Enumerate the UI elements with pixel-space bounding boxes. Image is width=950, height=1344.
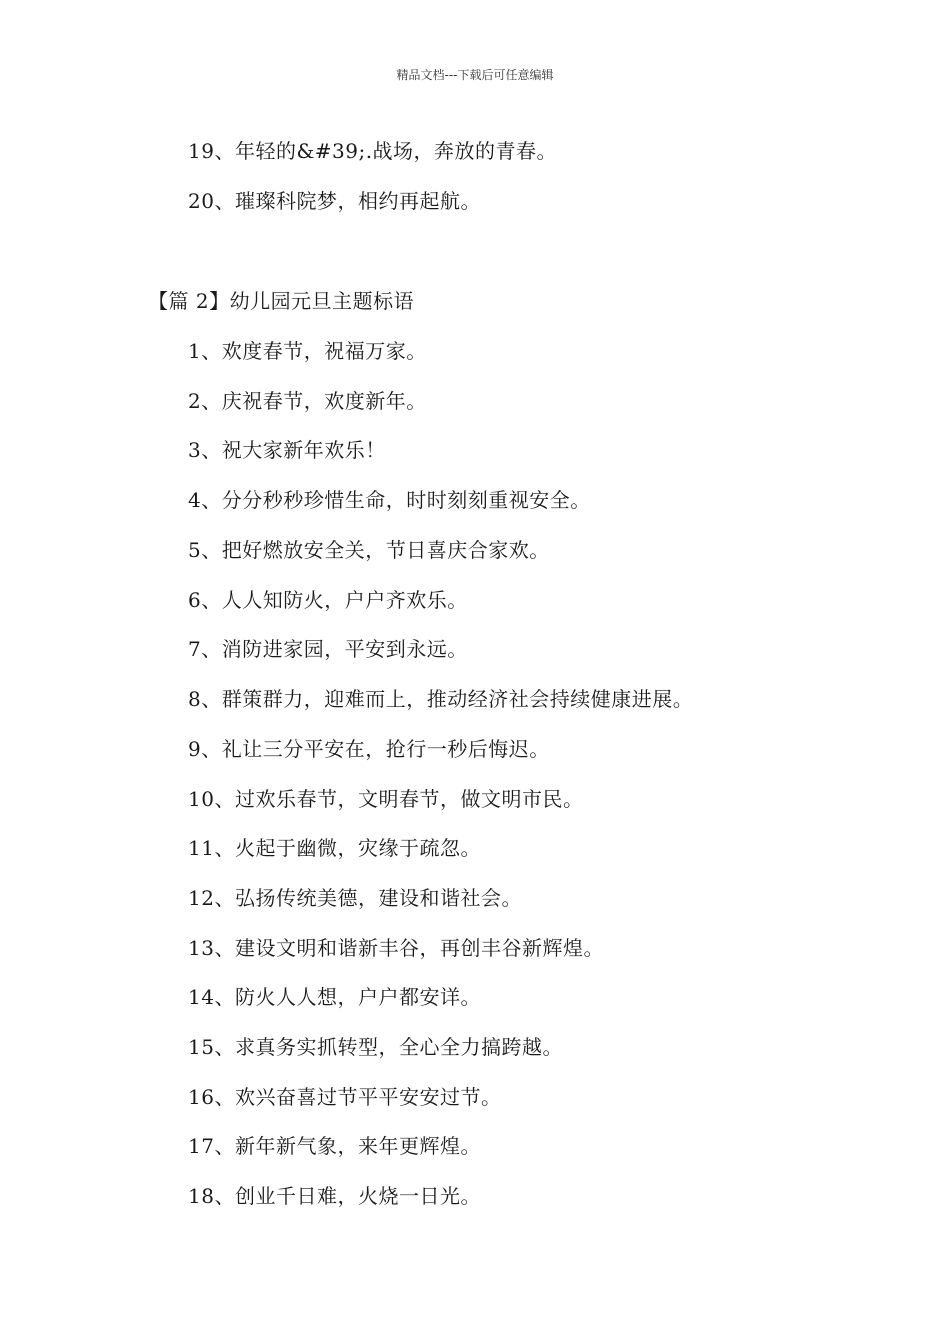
list-item: 19、年轻的&#39;.战场，奔放的青春。 [188,139,558,163]
list-item: 16、欢兴奋喜过节平平安安过节。 [188,1085,502,1109]
list-item: 1、欢度春节，祝福万家。 [188,339,427,363]
list-item: 6、人人知防火，户户齐欢乐。 [188,588,468,612]
list-item: 15、求真务实抓转型，全心全力搞跨越。 [188,1035,563,1059]
list-item: 4、分分秒秒珍惜生命，时时刻刻重视安全。 [188,488,591,512]
section-title: 【篇 2】幼儿园元旦主题标语 [148,289,415,313]
list-item: 14、防火人人想，户户都安详。 [188,985,481,1009]
list-item: 11、火起于幽微，灾缘于疏忽。 [188,836,481,860]
list-item: 10、过欢乐春节，文明春节，做文明市民。 [188,787,584,811]
list-item: 3、祝大家新年欢乐！ [188,438,386,462]
list-item: 20、璀璨科院梦，相约再起航。 [188,189,481,213]
list-item: 5、把好燃放安全关，节日喜庆合家欢。 [188,538,550,562]
page-header: 精品文档---下载后可任意编辑 [396,68,554,82]
list-item: 7、消防进家园，平安到永远。 [188,637,468,661]
list-item: 17、新年新气象，来年更辉煌。 [188,1134,481,1158]
list-item: 18、创业千日难，火烧一日光。 [188,1184,481,1208]
list-item: 2、庆祝春节，欢度新年。 [188,389,427,413]
list-item: 9、礼让三分平安在，抢行一秒后悔迟。 [188,737,550,761]
list-item: 8、群策群力，迎难而上，推动经济社会持续健康进展。 [188,687,694,711]
list-item: 12、弘扬传统美德，建设和谐社会。 [188,886,522,910]
list-item: 13、建设文明和谐新丰谷，再创丰谷新辉煌。 [188,936,604,960]
